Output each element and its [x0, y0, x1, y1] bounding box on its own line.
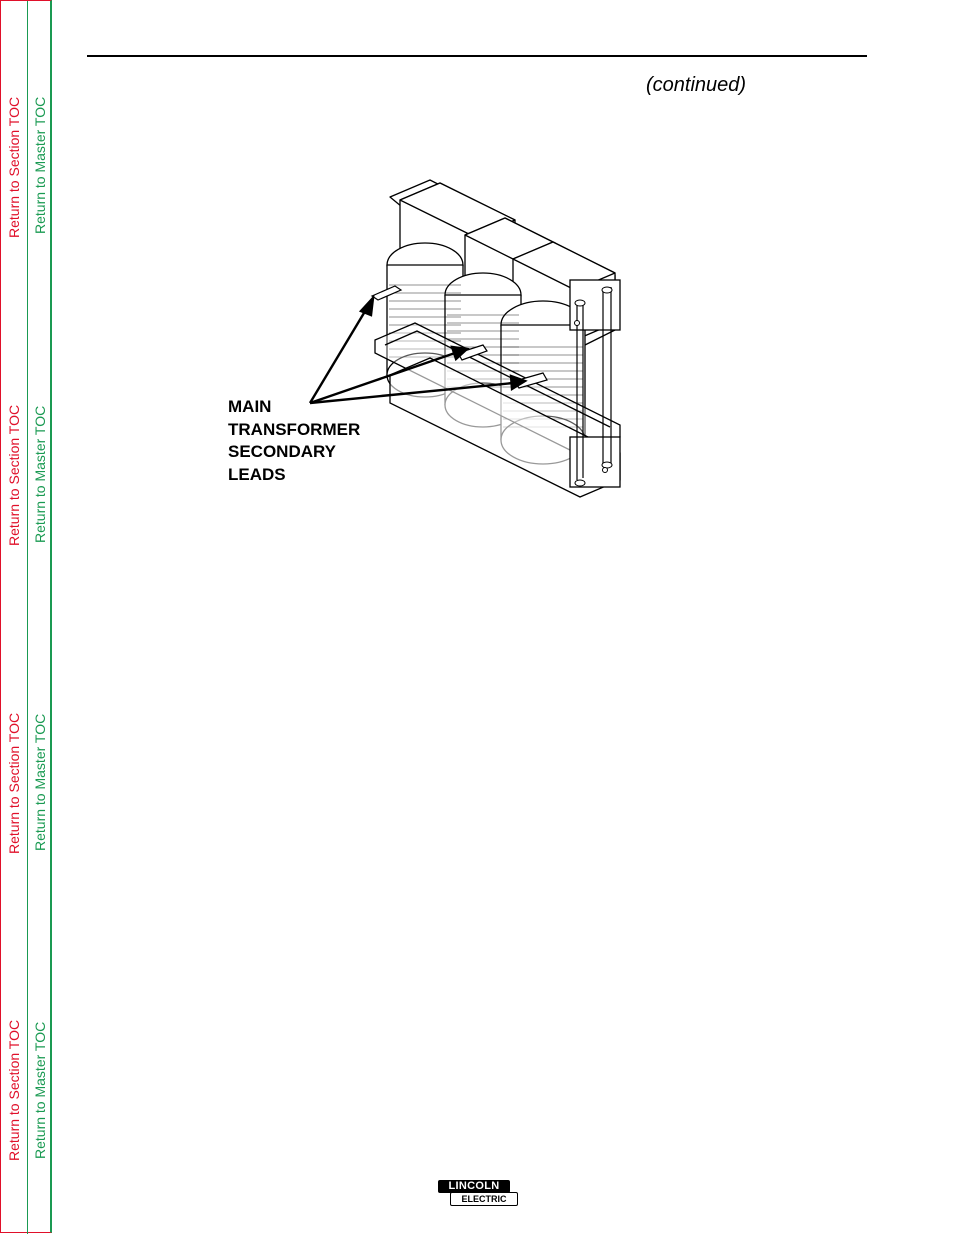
callout-line-3: SECONDARY: [228, 442, 336, 461]
callout-line-4: LEADS: [228, 464, 286, 484]
header-rule: [87, 55, 867, 57]
logo-bottom-text: ELECTRIC: [450, 1192, 518, 1206]
continued-label: (continued): [646, 74, 747, 96]
return-to-section-toc-link-1[interactable]: Return to Section TOC: [6, 96, 22, 238]
return-to-master-toc-link-1[interactable]: Return to Master TOC: [32, 96, 48, 234]
return-to-section-toc-link-4[interactable]: Return to Section TOC: [6, 1019, 22, 1161]
lincoln-electric-logo: [438, 1180, 518, 1206]
callout-line-1: MAIN: [228, 397, 272, 416]
logo-top-text: LINCOLN: [438, 1180, 510, 1193]
return-to-master-toc-link-3[interactable]: Return to Master TOC: [32, 713, 48, 851]
return-to-master-toc-link-4[interactable]: Return to Master TOC: [32, 1021, 48, 1159]
return-to-section-toc-link-2[interactable]: Return to Section TOC: [6, 404, 22, 546]
callout-line-2: TRANSFORMER: [228, 419, 361, 439]
return-to-section-toc-link-3[interactable]: Return to Section TOC: [6, 712, 22, 854]
toc-nav-sidebar: [0, 0, 52, 1233]
return-to-master-toc-link-2[interactable]: Return to Master TOC: [32, 405, 48, 543]
nav-divider: [27, 1, 28, 1234]
callout-main-transformer-secondary-leads: [228, 396, 388, 486]
